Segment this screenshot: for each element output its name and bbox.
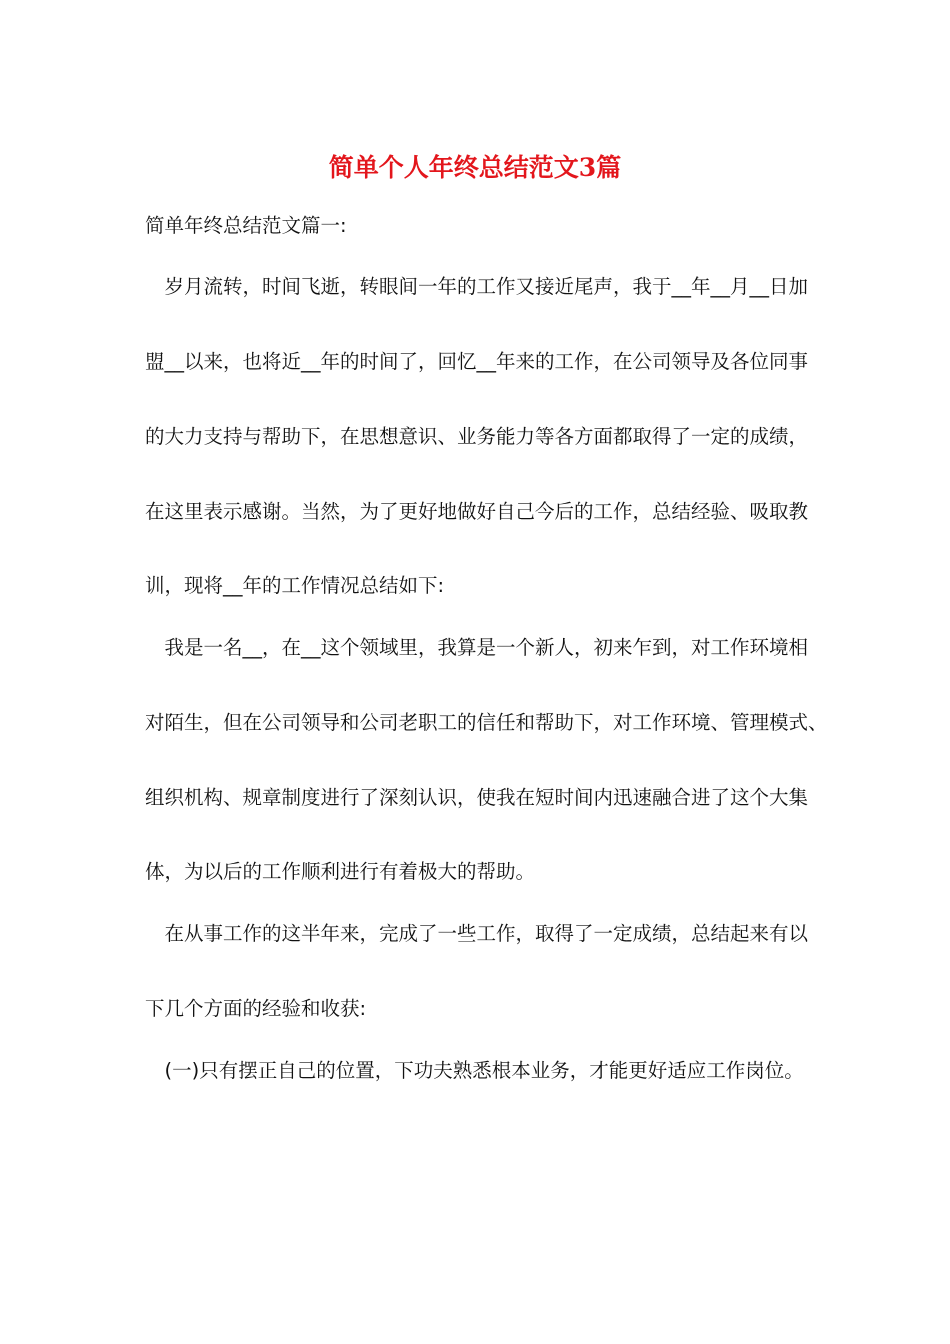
paragraph-line: 训，现将__年的工作情况总结如下:: [145, 574, 445, 597]
paragraph-line: 下几个方面的经验和收获:: [145, 997, 367, 1020]
paragraph-line: 对陌生，但在公司领导和公司老职工的信任和帮助下，对工作环境、管理模式、: [145, 711, 828, 734]
paragraph-line: 在从事工作的这半年来，完成了一些工作，取得了一定成绩，总结起来有以: [145, 922, 809, 945]
paragraph-line: 盟__以来，也将近__年的时间了，回忆__年来的工作，在公司领导及各位同事: [145, 350, 809, 373]
paragraph-line: (一)只有摆正自己的位置，下功夫熟悉根本业务，才能更好适应工作岗位。: [145, 1059, 804, 1082]
document-title: 简单个人年终总结范文3篇: [328, 153, 622, 182]
paragraph-line: 我是一名__，在__这个领域里，我算是一个新人，初来乍到，对工作环境相: [145, 636, 809, 659]
section-heading: 简单年终总结范文篇一:: [145, 214, 347, 237]
paragraph-line: 组织机构、规章制度进行了深刻认识，使我在短时间内迅速融合进了这个大集: [145, 786, 809, 809]
paragraph-line: 的大力支持与帮助下，在思想意识、业务能力等各方面都取得了一定的成绩，: [145, 425, 809, 448]
paragraph-line: 在这里表示感谢。当然，为了更好地做好自己今后的工作，总结经验、吸取教: [145, 500, 809, 523]
paragraph-line: 体，为以后的工作顺利进行有着极大的帮助。: [145, 860, 536, 883]
paragraph-line: 岁月流转，时间飞逝，转眼间一年的工作又接近尾声，我于__年__月__日加: [145, 275, 809, 298]
